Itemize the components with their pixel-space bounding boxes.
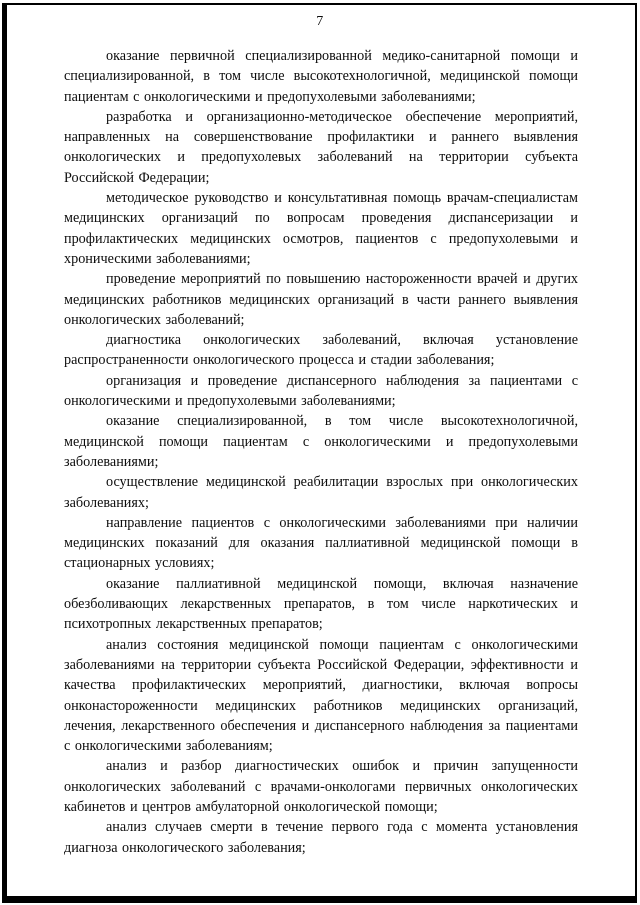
paragraph: оказание паллиативной медицинской помощи, включая назначение обезболивающих лекарственных препаратов, в том числе наркотических и психотропных лекарственных препаратов; (64, 575, 578, 633)
paragraph: направление пациентов с онкологическими заболеваниями при наличии медицинских показаний для оказания паллиативной медицинской помощи в стационарных условиях; (64, 514, 578, 572)
paragraph: оказание специализированной, в том числе высокотехнологичной, медицинской помощи пациентам с онкологическими и предопухолевыми заболеваниями; (64, 413, 578, 470)
paragraph: анализ случаев смерти в течение первого года с момента установления диагноза онкологического заболевания; (64, 819, 578, 856)
paragraph: анализ и разбор диагностических ошибок и причин запущенности онкологических заболеваний с врачами-онкологами первичных онкологических кабинетов и центров амбулаторной онкологической помощи; (64, 758, 578, 815)
document-body-text (64, 46, 578, 858)
page-number: 7 (316, 14, 324, 29)
paragraph: диагностика онкологических заболеваний, включая установление распространенности онкологического процесса и стадии заболевания; (64, 332, 578, 369)
paragraph: проведение мероприятий по повышению настороженности врачей и других медицинских работников медицинских организаций в части раннего выявления онкологических заболеваний; (64, 271, 578, 328)
paragraph: анализ состояния медицинской помощи пациентам с онкологическими заболеваниями на территории субъекта Российской Федерации, эффективности и качества профилактических мероприятий, диагностики, включая вопросы онконастороженности медицинских работников медицинских организаций, лечения, лекарственного обеспечения и диспансерного наблюдения за пациентами с онкологическими заболеваниям; (64, 636, 578, 755)
paragraph: организация и проведение диспансерного наблюдения за пациентами с онкологическими и предопухолевыми заболеваниями; (64, 372, 578, 410)
paragraph: оказание первичной специализированной медико-санитарной помощи и специализированной, в том числе высокотехнологичной, медицинской помощи пациентам с онкологическими и предопухолевыми заболеваниями; (64, 48, 578, 105)
paragraph: методическое руководство и консультативная помощь врачам-специалистам медицинских организаций по вопросам проведения диспансеризации и профилактических медицинских осмотров, пациентов с предопухолевыми и хроническими заболеваниями; (64, 190, 578, 267)
paragraph: осуществление медицинской реабилитации взрослых при онкологических заболеваниях; (64, 474, 578, 511)
paragraph: разработка и организационно-методическое обеспечение мероприятий, направленных на совершенствование профилактики и раннего выявления онкологических и предопухолевых заболеваний на территории субъекта Российской Федерации; (64, 108, 578, 186)
